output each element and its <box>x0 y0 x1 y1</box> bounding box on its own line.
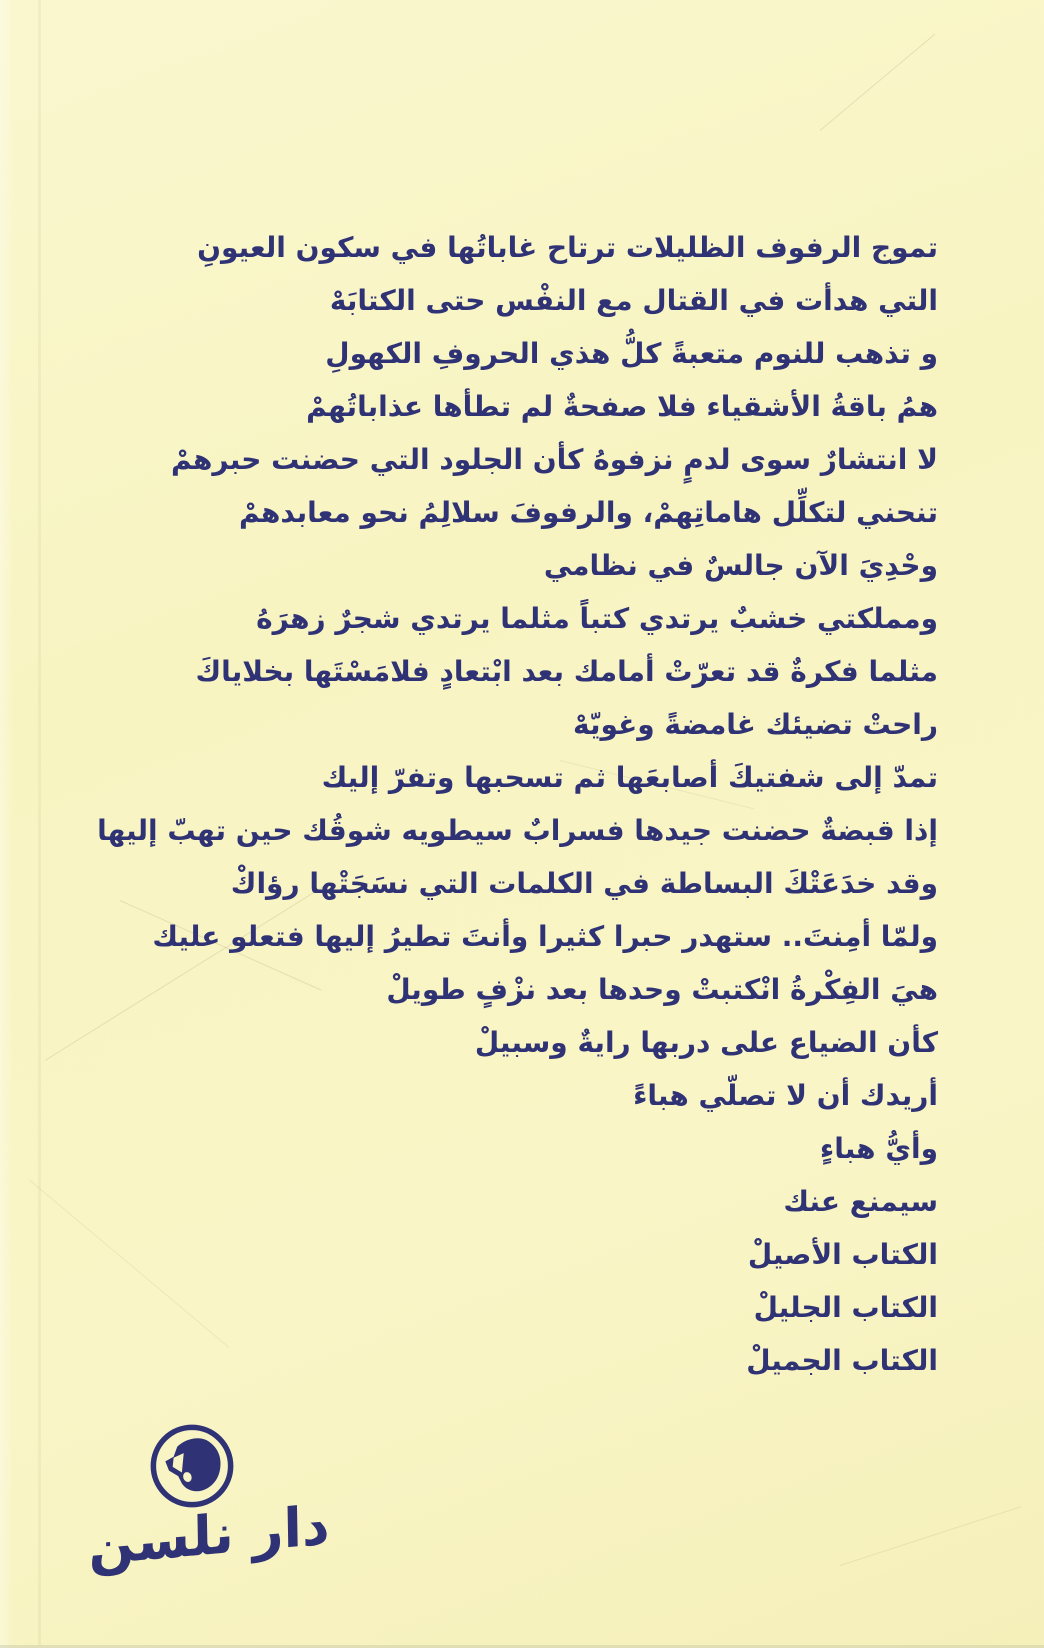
paper-crease <box>820 34 936 131</box>
dar-nelsen-logo-icon <box>146 1420 238 1512</box>
poem-line: لا انتشارٌ سوى لدمٍ نزفوهُ كأن الجلود التي حضنت حبرهمْ <box>170 443 938 476</box>
poem-line: التي هدأت في القتال مع النفْس حتى الكتابَهْ <box>329 284 938 317</box>
poem-line: همُ باقةُ الأشقياء فلا صفحةٌ لم تطأها عذاباتُهمْ <box>306 390 938 423</box>
poem-line: أريدك أن لا تصلّي هباءً <box>633 1079 938 1112</box>
poem-line: راحتْ تضيئك غامضةً وغويّهْ <box>573 708 938 741</box>
publisher-name: دار نلسن <box>87 1493 331 1578</box>
poem-text <box>60 221 938 1387</box>
poem-line: تموج الرفوف الظليلات ترتاح غاباتُها في سكون العيونِ <box>197 231 938 264</box>
poem-line: مثلما فكرةٌ قد تعرّتْ أمامك بعد ابْتعادٍ فلامَسْتَها بخلاياكَ <box>195 655 938 688</box>
poem-line: هيَ الفِكْرةُ انْكتبتْ وحدها بعد نزْفٍ طويلْ <box>386 973 938 1006</box>
poem-line: سيمنع عنك <box>783 1185 938 1218</box>
poem-line: تمدّ إلى شفتيكَ أصابعَها ثم تسحبها وتفرّ إليك <box>321 761 938 794</box>
poem-line: ومملكتي خشبٌ يرتدي كتباً مثلما يرتدي شجرٌ زهرَهُ <box>256 602 938 635</box>
poem-line: الكتاب الأصيلْ <box>747 1238 938 1271</box>
poem-line: إذا قبضةٌ حضنت جيدها فسرابٌ سيطويه شوقُك حين تهبّ إليها <box>97 814 938 847</box>
poem-line: وأيُّ هباءٍ <box>819 1132 938 1165</box>
poem-line: تنحني لتكلِّل هاماتِهمْ، والرفوفَ سلالِمُ نحو معابدهمْ <box>239 496 938 529</box>
poem-line: الكتاب الجميلْ <box>746 1344 938 1377</box>
publisher-colophon <box>84 1412 334 1602</box>
paper-crease <box>840 1506 1021 1566</box>
poem-line: ولمّا أمِنتَ.. ستهدر حبرا كثيرا وأنتَ تطيرُ إليها فتعلو عليك <box>152 920 938 953</box>
poem-line: وحْدِيَ الآن جالسٌ في نظامي <box>543 549 938 582</box>
poem-line: الكتاب الجليلْ <box>753 1291 938 1324</box>
poem-line: وقد خدَعَتْكَ البساطة في الكلمات التي نسَجَتْها رؤاكْ <box>230 867 938 900</box>
poem-line: و تذهب للنوم متعبةً كلُّ هذي الحروفِ الكهولِ <box>325 337 938 370</box>
poem-line: كأن الضياع على دربها رايةٌ وسبيلْ <box>474 1026 938 1059</box>
